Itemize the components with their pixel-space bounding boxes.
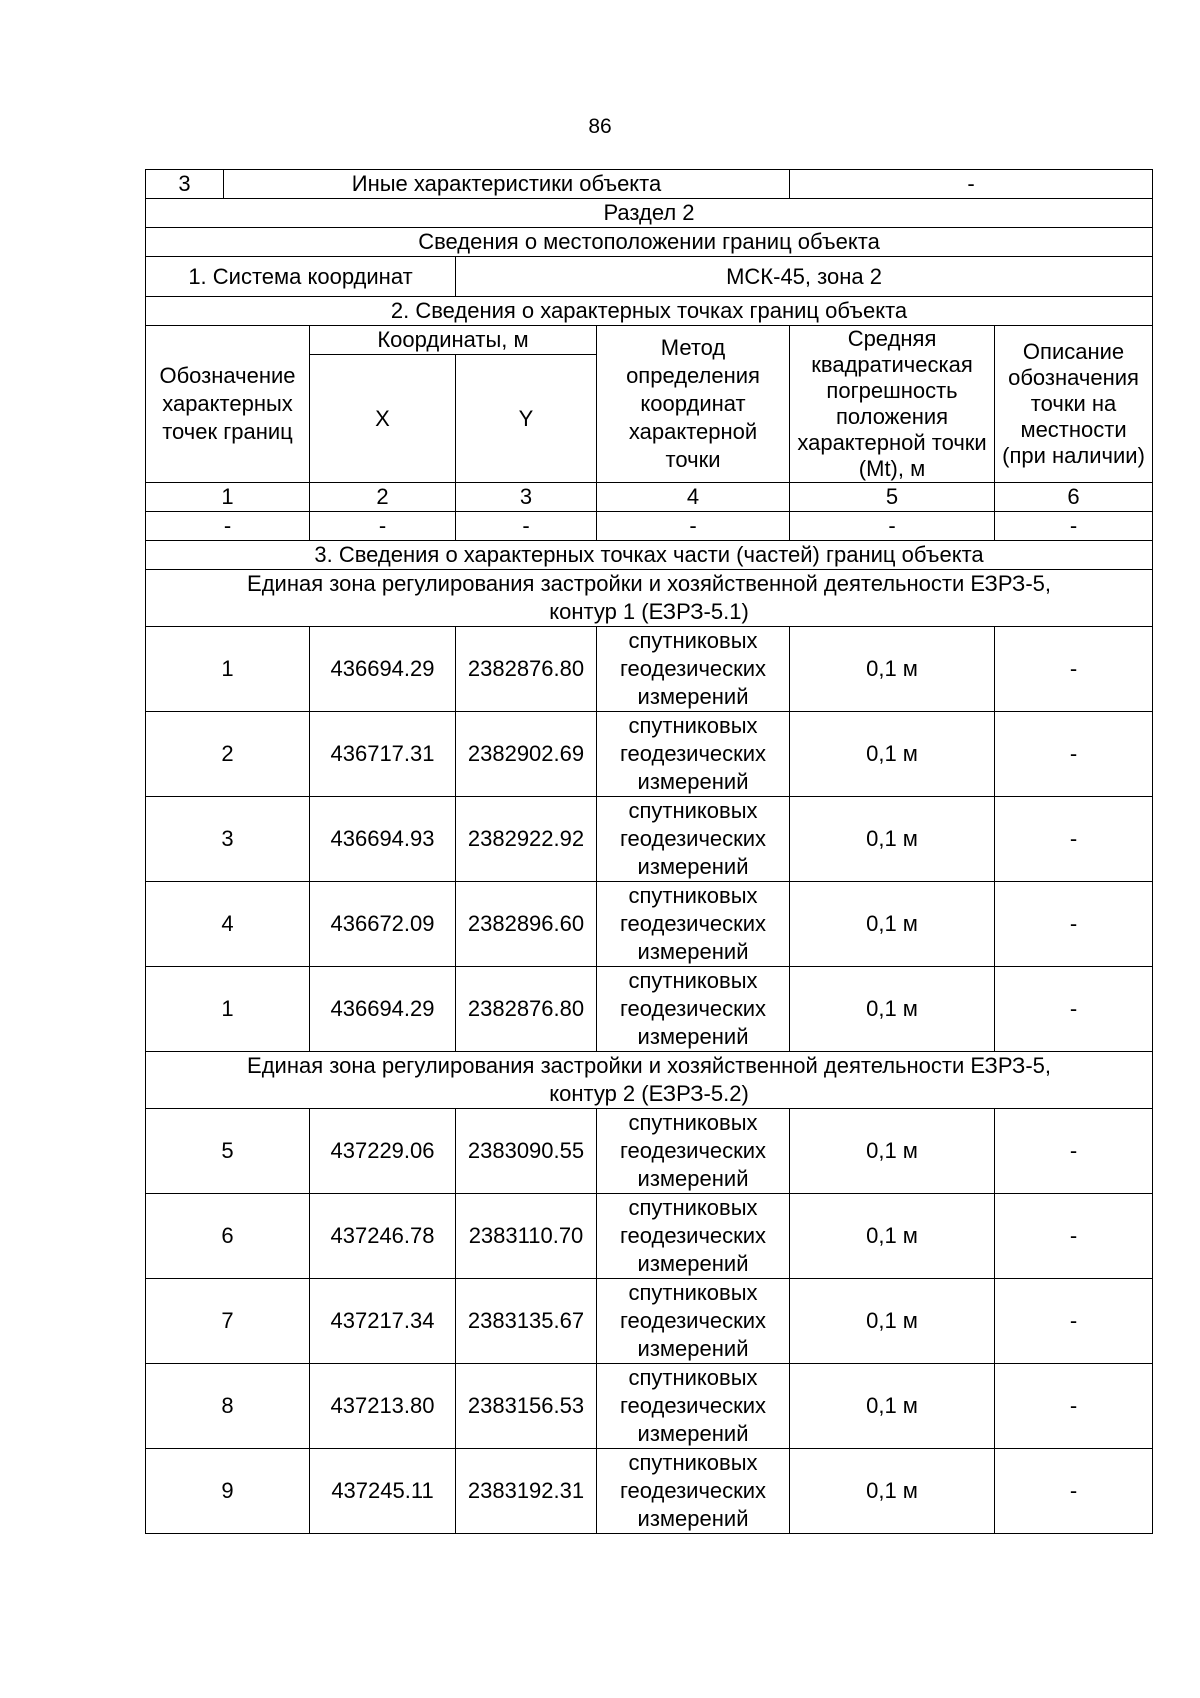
y-cell: 2382876.80 bbox=[456, 627, 597, 712]
contour-title-line: контур 1 (ЕЗРЗ-5.1) bbox=[549, 599, 749, 624]
y-cell: 2382922.92 bbox=[456, 797, 597, 882]
column-number: 1 bbox=[146, 483, 310, 512]
parts-header: 3. Сведения о характерных точках части (частей) границ объекта bbox=[146, 541, 1153, 570]
method-cell: спутниковых геодезических измерений bbox=[597, 712, 790, 797]
method-cell: спутниковых геодезических измерений bbox=[597, 797, 790, 882]
empty-cell: - bbox=[597, 512, 790, 541]
accuracy-cell: 0,1 м bbox=[790, 882, 995, 967]
col-designation-header: Обозначение характерных точек границ bbox=[146, 326, 310, 483]
method-cell: спутниковых геодезических измерений bbox=[597, 1364, 790, 1449]
contour-title-line: контур 2 (ЕЗРЗ-5.2) bbox=[549, 1081, 749, 1106]
x-cell: 436694.93 bbox=[310, 797, 456, 882]
contour-header bbox=[146, 570, 1153, 627]
table-row bbox=[146, 1364, 1153, 1449]
empty-cell: - bbox=[456, 512, 597, 541]
col-method-header: Метод определения координат характерной точки bbox=[597, 326, 790, 483]
accuracy-cell: 0,1 м bbox=[790, 1364, 995, 1449]
empty-cell: - bbox=[310, 512, 456, 541]
description-cell: - bbox=[995, 882, 1153, 967]
x-cell: 437229.06 bbox=[310, 1109, 456, 1194]
description-cell: - bbox=[995, 797, 1153, 882]
col-x-header: X bbox=[310, 355, 456, 483]
contour-header bbox=[146, 1052, 1153, 1109]
row-number: 3 bbox=[146, 170, 224, 199]
point-cell: 5 bbox=[146, 1109, 310, 1194]
accuracy-cell: 0,1 м bbox=[790, 1109, 995, 1194]
y-cell: 2383192.31 bbox=[456, 1449, 597, 1534]
accuracy-cell: 0,1 м bbox=[790, 1279, 995, 1364]
accuracy-cell: 0,1 м bbox=[790, 1194, 995, 1279]
x-cell: 436694.29 bbox=[310, 967, 456, 1052]
point-cell: 7 bbox=[146, 1279, 310, 1364]
table-row bbox=[146, 967, 1153, 1052]
row-value: - bbox=[790, 170, 1153, 199]
points-header: 2. Сведения о характерных точках границ объекта bbox=[146, 297, 1153, 326]
table-row bbox=[146, 1279, 1153, 1364]
row-label: Иные характеристики объекта bbox=[224, 170, 790, 199]
column-number: 5 bbox=[790, 483, 995, 512]
method-cell: спутниковых геодезических измерений bbox=[597, 1194, 790, 1279]
table-row bbox=[146, 1449, 1153, 1534]
other-characteristics-row bbox=[146, 170, 1153, 199]
x-cell: 437245.11 bbox=[310, 1449, 456, 1534]
table-row bbox=[146, 712, 1153, 797]
description-cell: - bbox=[995, 1109, 1153, 1194]
method-cell: спутниковых геодезических измерений bbox=[597, 1449, 790, 1534]
point-cell: 9 bbox=[146, 1449, 310, 1534]
x-cell: 436672.09 bbox=[310, 882, 456, 967]
empty-points-row bbox=[146, 512, 1153, 541]
point-cell: 4 bbox=[146, 882, 310, 967]
coord-system-value: МСК-45, зона 2 bbox=[456, 257, 1153, 297]
section-title: Раздел 2 bbox=[146, 199, 1153, 228]
accuracy-cell: 0,1 м bbox=[790, 1449, 995, 1534]
point-cell: 6 bbox=[146, 1194, 310, 1279]
point-cell: 8 bbox=[146, 1364, 310, 1449]
boundary-points-table bbox=[145, 169, 1153, 1534]
method-cell: спутниковых геодезических измерений bbox=[597, 627, 790, 712]
x-cell: 437246.78 bbox=[310, 1194, 456, 1279]
description-cell: - bbox=[995, 967, 1153, 1052]
method-cell: спутниковых геодезических измерений bbox=[597, 967, 790, 1052]
column-numbers-row bbox=[146, 483, 1153, 512]
x-cell: 437213.80 bbox=[310, 1364, 456, 1449]
y-cell: 2383110.70 bbox=[456, 1194, 597, 1279]
col-coordinates-header: Координаты, м bbox=[310, 326, 597, 355]
table-row bbox=[146, 1194, 1153, 1279]
table-row bbox=[146, 882, 1153, 967]
y-cell: 2383135.67 bbox=[456, 1279, 597, 1364]
column-number: 2 bbox=[310, 483, 456, 512]
col-accuracy-header: Средняя квадратическая погрешность положения характерной точки (Mt), м bbox=[790, 326, 995, 483]
description-cell: - bbox=[995, 1279, 1153, 1364]
coord-system-label: 1. Система координат bbox=[146, 257, 456, 297]
empty-cell: - bbox=[995, 512, 1153, 541]
table-row bbox=[146, 627, 1153, 712]
x-cell: 436717.31 bbox=[310, 712, 456, 797]
col-description-header: Описание обозначения точки на местности (при наличии) bbox=[995, 326, 1153, 483]
table-row bbox=[146, 1109, 1153, 1194]
coordinate-system-row bbox=[146, 257, 1153, 297]
x-cell: 437217.34 bbox=[310, 1279, 456, 1364]
page-number: 86 bbox=[588, 115, 612, 138]
method-cell: спутниковых геодезических измерений bbox=[597, 882, 790, 967]
y-cell: 2382896.60 bbox=[456, 882, 597, 967]
accuracy-cell: 0,1 м bbox=[790, 797, 995, 882]
description-cell: - bbox=[995, 712, 1153, 797]
y-cell: 2383156.53 bbox=[456, 1364, 597, 1449]
contour-title-line: Единая зона регулирования застройки и хозяйственной деятельности ЕЗРЗ-5, bbox=[247, 571, 1051, 596]
point-cell: 1 bbox=[146, 967, 310, 1052]
col-y-header: Y bbox=[456, 355, 597, 483]
method-cell: спутниковых геодезических измерений bbox=[597, 1279, 790, 1364]
y-cell: 2382876.80 bbox=[456, 967, 597, 1052]
point-cell: 3 bbox=[146, 797, 310, 882]
accuracy-cell: 0,1 м bbox=[790, 967, 995, 1052]
column-header-row bbox=[146, 326, 1153, 355]
point-cell: 2 bbox=[146, 712, 310, 797]
contour-title-line: Единая зона регулирования застройки и хозяйственной деятельности ЕЗРЗ-5, bbox=[247, 1053, 1051, 1078]
section-subtitle: Сведения о местоположении границ объекта bbox=[146, 228, 1153, 257]
column-number: 6 bbox=[995, 483, 1153, 512]
column-number: 3 bbox=[456, 483, 597, 512]
accuracy-cell: 0,1 м bbox=[790, 712, 995, 797]
empty-cell: - bbox=[146, 512, 310, 541]
description-cell: - bbox=[995, 1449, 1153, 1534]
description-cell: - bbox=[995, 1194, 1153, 1279]
y-cell: 2383090.55 bbox=[456, 1109, 597, 1194]
y-cell: 2382902.69 bbox=[456, 712, 597, 797]
description-cell: - bbox=[995, 1364, 1153, 1449]
column-number: 4 bbox=[597, 483, 790, 512]
description-cell: - bbox=[995, 627, 1153, 712]
empty-cell: - bbox=[790, 512, 995, 541]
method-cell: спутниковых геодезических измерений bbox=[597, 1109, 790, 1194]
x-cell: 436694.29 bbox=[310, 627, 456, 712]
table-row bbox=[146, 797, 1153, 882]
accuracy-cell: 0,1 м bbox=[790, 627, 995, 712]
point-cell: 1 bbox=[146, 627, 310, 712]
